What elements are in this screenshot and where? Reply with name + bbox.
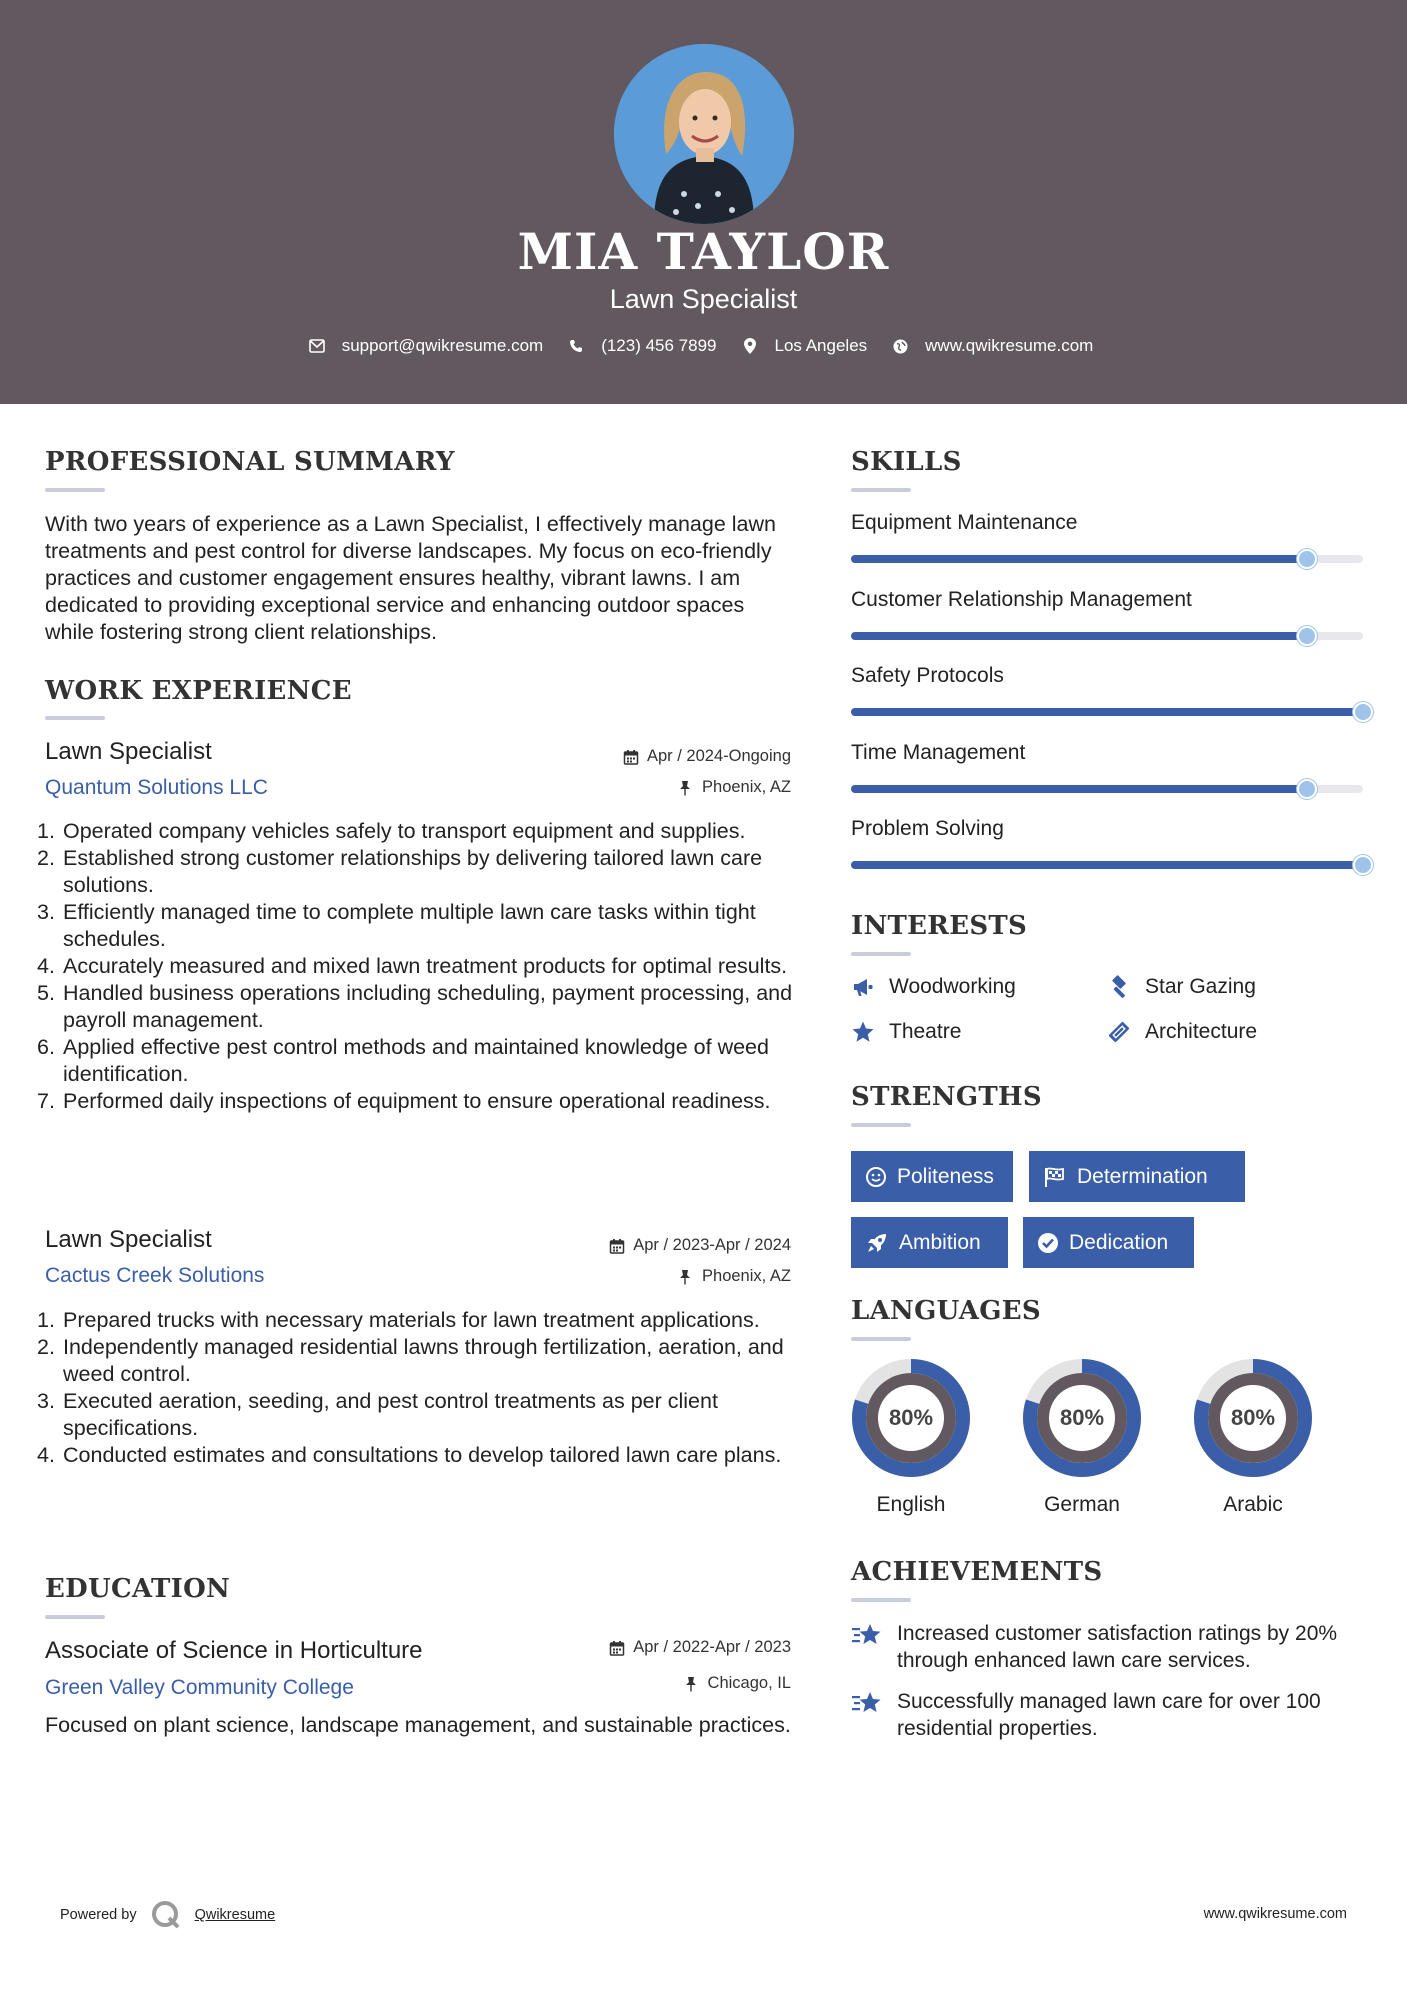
language-item xyxy=(1021,1357,1143,1517)
list-number: 7. xyxy=(37,1089,55,1113)
powered-by-text: Powered by xyxy=(60,1907,137,1923)
pushpin-icon xyxy=(678,1269,694,1285)
list-item xyxy=(37,1388,797,1442)
interest-label: Star Gazing xyxy=(1145,975,1256,998)
strength-label: Politeness xyxy=(897,1164,994,1188)
language-percent: 80% xyxy=(1059,1405,1105,1430)
strength-label: Ambition xyxy=(899,1230,981,1254)
languages-heading: LANGUAGES xyxy=(851,1296,1041,1326)
skill-level-knob xyxy=(1353,855,1373,875)
list-item xyxy=(37,1307,797,1334)
list-number: 4. xyxy=(37,1443,55,1467)
interest-label: Theatre xyxy=(889,1020,962,1043)
skill-level-knob xyxy=(1297,549,1317,569)
profile-photo xyxy=(614,44,794,224)
globe-icon xyxy=(891,337,909,355)
language-proficiency-ring xyxy=(1192,1357,1314,1479)
skill-label: Safety Protocols xyxy=(851,664,1004,687)
list-item xyxy=(37,1442,797,1469)
experience-underline xyxy=(45,716,105,720)
skill-level-knob xyxy=(1353,702,1373,722)
calendar-icon xyxy=(609,1640,625,1656)
education-location xyxy=(684,1674,791,1693)
list-text: Executed aeration, seeding, and pest control treatments as per client specifications. xyxy=(63,1389,718,1440)
interests-heading: INTERESTS xyxy=(851,911,1028,941)
skill-level-bar xyxy=(851,861,1363,869)
language-percent: 80% xyxy=(888,1405,934,1430)
skill-level-fill xyxy=(851,708,1363,716)
list-text: Efficiently managed time to complete multiple lawn care tasks within tight schedules. xyxy=(63,900,756,951)
list-number: 2. xyxy=(37,846,55,870)
contact-location xyxy=(741,336,868,356)
strengths-underline xyxy=(851,1123,911,1127)
job-location xyxy=(678,1267,791,1286)
megaphone-icon xyxy=(851,975,875,999)
contact-phone[interactable] xyxy=(567,336,716,356)
skill-label: Customer Relationship Management xyxy=(851,587,1192,611)
achievement-item xyxy=(851,1688,1371,1742)
strength-label: Determination xyxy=(1077,1164,1208,1188)
dates-text: Apr / 2023-Apr / 2024 xyxy=(633,1236,791,1254)
star-award-icon xyxy=(851,1620,883,1674)
interest-label: Woodworking xyxy=(889,975,1016,998)
list-item xyxy=(37,980,797,1034)
skill-level-fill xyxy=(851,632,1307,640)
interest-item-woodworking xyxy=(851,975,1016,999)
list-item xyxy=(37,953,797,980)
skills-underline xyxy=(851,488,911,492)
interest-item-architecture xyxy=(1107,1020,1257,1044)
language-name: Arabic xyxy=(1223,1493,1283,1516)
language-proficiency-ring xyxy=(850,1357,972,1479)
location-text: Los Angeles xyxy=(774,336,868,355)
company-name[interactable]: Quantum Solutions LLC xyxy=(45,776,268,799)
education-heading: EDUCATION xyxy=(45,1574,231,1604)
language-percent: 80% xyxy=(1230,1405,1276,1430)
skill-label: Time Management xyxy=(851,740,1026,764)
resume-header xyxy=(0,0,1407,404)
ticket-icon xyxy=(1107,1020,1131,1044)
summary-underline xyxy=(45,488,105,492)
pushpin-icon xyxy=(678,780,694,796)
footer-url[interactable]: www.qwikresume.com xyxy=(1203,1906,1347,1922)
contact-email[interactable] xyxy=(308,336,544,356)
job-responsibilities xyxy=(37,818,797,1115)
qwikresume-logo-icon xyxy=(151,1900,181,1930)
language-name: German xyxy=(1044,1493,1120,1516)
calendar-icon xyxy=(623,749,639,765)
list-number: 1. xyxy=(37,819,55,843)
skill-level-bar xyxy=(851,632,1363,640)
skill-label: Problem Solving xyxy=(851,817,1004,840)
phone-text: (123) 456 7899 xyxy=(601,336,717,355)
strength-chip-ambition xyxy=(851,1217,1008,1268)
list-number: 6. xyxy=(37,1035,55,1059)
list-text: Accurately measured and mixed lawn treatment products for optimal results. xyxy=(63,954,788,978)
location-text: Chicago, IL xyxy=(707,1674,791,1692)
list-number: 5. xyxy=(37,981,55,1005)
location-text: Phoenix, AZ xyxy=(702,778,791,796)
list-text: Handled business operations including scheduling, payment processing, and payroll management. xyxy=(63,981,793,1032)
star-award-icon xyxy=(851,1688,883,1742)
list-item xyxy=(37,1034,797,1088)
language-item xyxy=(1192,1357,1314,1517)
list-text: Performed daily inspections of equipment to ensure operational readiness. xyxy=(63,1089,771,1113)
list-text: Established strong customer relationships by delivering tailored lawn care solutions. xyxy=(63,846,763,897)
achievements-heading: ACHIEVEMENTS xyxy=(851,1557,1103,1587)
list-item xyxy=(37,818,797,845)
list-number: 3. xyxy=(37,900,55,924)
skill-level-fill xyxy=(851,555,1307,563)
interest-label: Architecture xyxy=(1145,1020,1258,1043)
language-name: English xyxy=(876,1493,946,1516)
skill-level-bar xyxy=(851,708,1363,716)
education-underline xyxy=(45,1615,105,1619)
skill-level-bar xyxy=(851,785,1363,793)
list-number: 2. xyxy=(37,1335,55,1359)
experience-heading: WORK EXPERIENCE xyxy=(45,676,352,706)
achievement-item xyxy=(851,1620,1371,1674)
rocket-icon xyxy=(865,1231,889,1255)
pushpin-icon xyxy=(684,1676,700,1692)
envelope-icon xyxy=(308,337,326,355)
skill-label: Equipment Maintenance xyxy=(851,511,1078,534)
list-text: Prepared trucks with necessary materials for lawn treatment applications. xyxy=(63,1308,760,1332)
interest-item-theatre xyxy=(851,1020,961,1044)
skill-level-bar xyxy=(851,555,1363,563)
languages-underline xyxy=(851,1337,911,1341)
phone-icon xyxy=(567,337,585,355)
skills-heading: SKILLS xyxy=(851,447,962,477)
skill-level-knob xyxy=(1297,779,1317,799)
list-item xyxy=(37,1334,797,1388)
achievements-underline xyxy=(851,1598,911,1602)
list-number: 4. xyxy=(37,954,55,978)
strength-chip-determination xyxy=(1029,1151,1245,1202)
job-responsibilities xyxy=(37,1307,797,1469)
email-text: support@qwikresume.com xyxy=(341,336,544,355)
skill-level-fill xyxy=(851,861,1363,869)
education-dates xyxy=(609,1638,791,1657)
job-location xyxy=(678,778,791,797)
skill-level-fill xyxy=(851,785,1307,793)
strengths-heading: STRENGTHS xyxy=(851,1082,1042,1112)
smile-icon xyxy=(865,1166,887,1188)
dates-text: Apr / 2022-Apr / 2023 xyxy=(633,1638,791,1656)
list-number: 1. xyxy=(37,1308,55,1332)
language-item xyxy=(850,1357,972,1517)
map-pin-icon xyxy=(741,337,759,355)
job-dates xyxy=(623,747,791,766)
list-text: Operated company vehicles safely to transport equipment and supplies. xyxy=(63,819,746,843)
list-number: 3. xyxy=(37,1389,55,1413)
check-circle-icon xyxy=(1037,1232,1059,1254)
achievement-text: Successfully managed lawn care for over 100 residential properties. xyxy=(897,1690,1321,1740)
degree-title: Associate of Science in Horticulture xyxy=(45,1637,423,1664)
list-text: Applied effective pest control methods and maintained knowledge of weed identification. xyxy=(63,1035,769,1086)
interests-underline xyxy=(851,952,911,956)
company-name[interactable]: Cactus Creek Solutions xyxy=(45,1264,265,1287)
job-title: Lawn Specialist xyxy=(45,1226,212,1253)
job-dates xyxy=(609,1236,791,1255)
strength-label: Dedication xyxy=(1069,1230,1169,1254)
strength-chip-dedication xyxy=(1023,1217,1194,1268)
contact-bar xyxy=(0,336,1407,356)
location-text: Phoenix, AZ xyxy=(702,1267,791,1285)
candidate-title: Lawn Specialist xyxy=(609,284,798,314)
brand-link[interactable]: Qwikresume xyxy=(194,1907,276,1923)
summary-text: With two years of experience as a Lawn Specialist, I effectively manage lawn treatments and pest control for diverse landscapes. My focus on eco-friendly practices and customer engagement ensures healthy, vibrant lawns. I am dedicated to providing exceptional service and enhancing outdoor spaces while fostering strong client relationships. xyxy=(45,512,776,644)
candidate-name: MIA TAYLOR xyxy=(517,222,890,281)
star-icon xyxy=(851,1020,875,1044)
education-description: Focused on plant science, landscape management, and sustainable practices. xyxy=(45,1713,791,1737)
contact-website[interactable] xyxy=(891,336,1093,356)
list-item xyxy=(37,899,797,953)
school-name[interactable]: Green Valley Community College xyxy=(45,1676,354,1699)
website-text: www.qwikresume.com xyxy=(925,336,1094,355)
job-title: Lawn Specialist xyxy=(45,738,212,765)
interest-item-star-gazing xyxy=(1107,975,1256,999)
calendar-icon xyxy=(609,1238,625,1254)
strength-chip-politeness xyxy=(851,1151,1013,1202)
dates-text: Apr / 2024-Ongoing xyxy=(646,747,791,765)
list-item xyxy=(37,845,797,899)
footer-branding xyxy=(60,1900,275,1930)
flag-icon xyxy=(1043,1166,1067,1188)
list-text: Independently managed residential lawns through fertilization, aeration, and weed control. xyxy=(63,1335,784,1386)
achievement-text: Increased customer satisfaction ratings by 20% through enhanced lawn care services. xyxy=(897,1622,1338,1672)
gavel-icon xyxy=(1107,975,1131,999)
list-item xyxy=(37,1088,797,1115)
language-proficiency-ring xyxy=(1021,1357,1143,1479)
list-text: Conducted estimates and consultations to develop tailored lawn care plans. xyxy=(63,1443,782,1467)
summary-heading: PROFESSIONAL SUMMARY xyxy=(45,447,455,477)
skill-level-knob xyxy=(1297,626,1317,646)
